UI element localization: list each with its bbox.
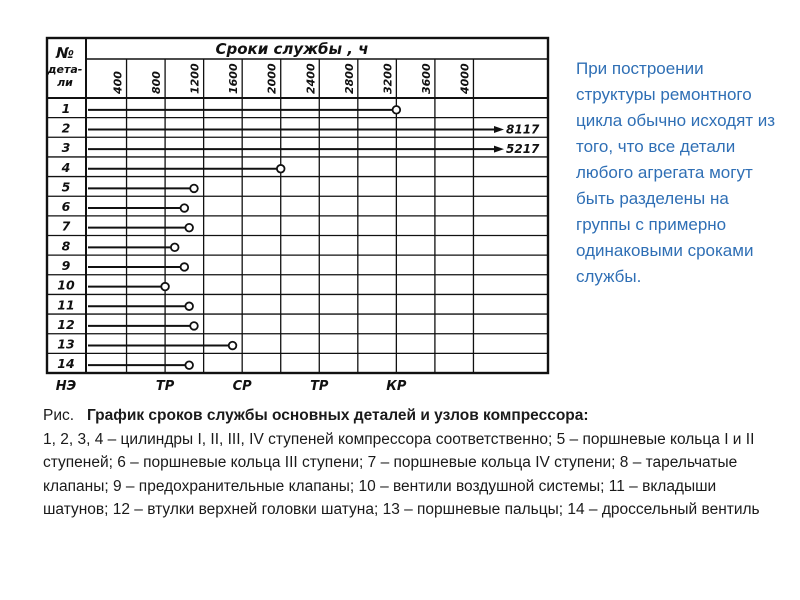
x-tick-label: 800: [150, 71, 164, 94]
x-tick-label: 1600: [227, 63, 241, 94]
row-label: 11: [57, 297, 75, 313]
x-tick-label: 1200: [188, 63, 202, 94]
figure-caption: [43, 404, 783, 522]
row-header-li: ли: [57, 76, 73, 89]
repair-label: НЭ: [55, 379, 77, 394]
end-marker: [161, 283, 169, 291]
end-marker: [185, 224, 193, 232]
arrow-head: [494, 126, 504, 133]
chart-header: [47, 40, 369, 89]
chart-title: Сроки службы , ч: [215, 40, 369, 58]
row-header-no: №: [55, 44, 75, 62]
row-label: 14: [57, 356, 75, 372]
caption-body: 1, 2, 3, 4 – цилиндры I, II, III, IV ступеней компрессора соответственно; 5 – поршневые кольца I и II ступеней; 6 – поршневые кольца III ступени; 7 – поршневые кольца IV ступени; 8 – тарельчатые клапаны; 9 – предохранительные клапаны; 10 – вентили воздушной системы; 11 – вкладыши шатунов; 12 – втулки верхней головки шатуна; 13 – поршневые пальцы; 14 – дроссельный вентиль: [43, 430, 760, 518]
x-tick-label: 400: [111, 71, 125, 94]
end-marker: [181, 263, 189, 271]
x-tick-label: 3600: [419, 63, 433, 94]
arrow-head: [494, 146, 504, 153]
x-tick-label: 2800: [342, 63, 356, 94]
row-label: 7: [61, 218, 71, 234]
x-tick-label: 3200: [381, 63, 395, 94]
overflow-label: 5217: [506, 142, 540, 157]
row-label: 10: [57, 277, 75, 293]
x-tick-label: 4000: [458, 63, 472, 94]
x-tick-label: 2400: [304, 63, 318, 94]
end-marker: [229, 342, 237, 350]
end-marker: [171, 244, 179, 252]
row-label: 5: [61, 179, 71, 195]
x-tick-label: 2000: [265, 63, 279, 94]
row-label: 3: [61, 140, 71, 156]
end-marker: [393, 106, 401, 114]
end-marker: [190, 185, 198, 193]
end-marker: [277, 165, 285, 173]
repair-label: СР: [232, 379, 252, 394]
repair-label: ТР: [310, 379, 329, 394]
service-life-chart: [0, 0, 560, 400]
repair-labels: [56, 379, 407, 394]
caption-lead: Рис.: [43, 407, 75, 424]
end-marker: [185, 302, 193, 310]
row-label: 12: [57, 316, 75, 332]
overflow-label: 8117: [506, 122, 540, 137]
row-label: 9: [61, 257, 71, 273]
end-marker: [181, 204, 189, 212]
row-label: 1: [61, 100, 71, 116]
end-marker: [190, 322, 198, 330]
row-label: 2: [61, 120, 71, 136]
repair-label: ТР: [155, 379, 175, 394]
row-label: 6: [61, 199, 71, 215]
row-label: 8: [61, 238, 71, 254]
side-description: При построении структуры ремонтного цикла обычно исходят из того, что все детали любого агрегата могут быть разделены на группы с примерно одинаковыми сроками службы.: [576, 59, 776, 286]
service-life-lines: [88, 106, 540, 369]
repair-label: КР: [386, 379, 407, 394]
caption-title: График сроков службы основных деталей и узлов компрессора:: [86, 407, 589, 424]
row-label: 4: [61, 159, 71, 175]
end-marker: [185, 361, 193, 369]
row-label: 13: [57, 336, 75, 352]
row-header-detail: дета-: [47, 63, 83, 76]
